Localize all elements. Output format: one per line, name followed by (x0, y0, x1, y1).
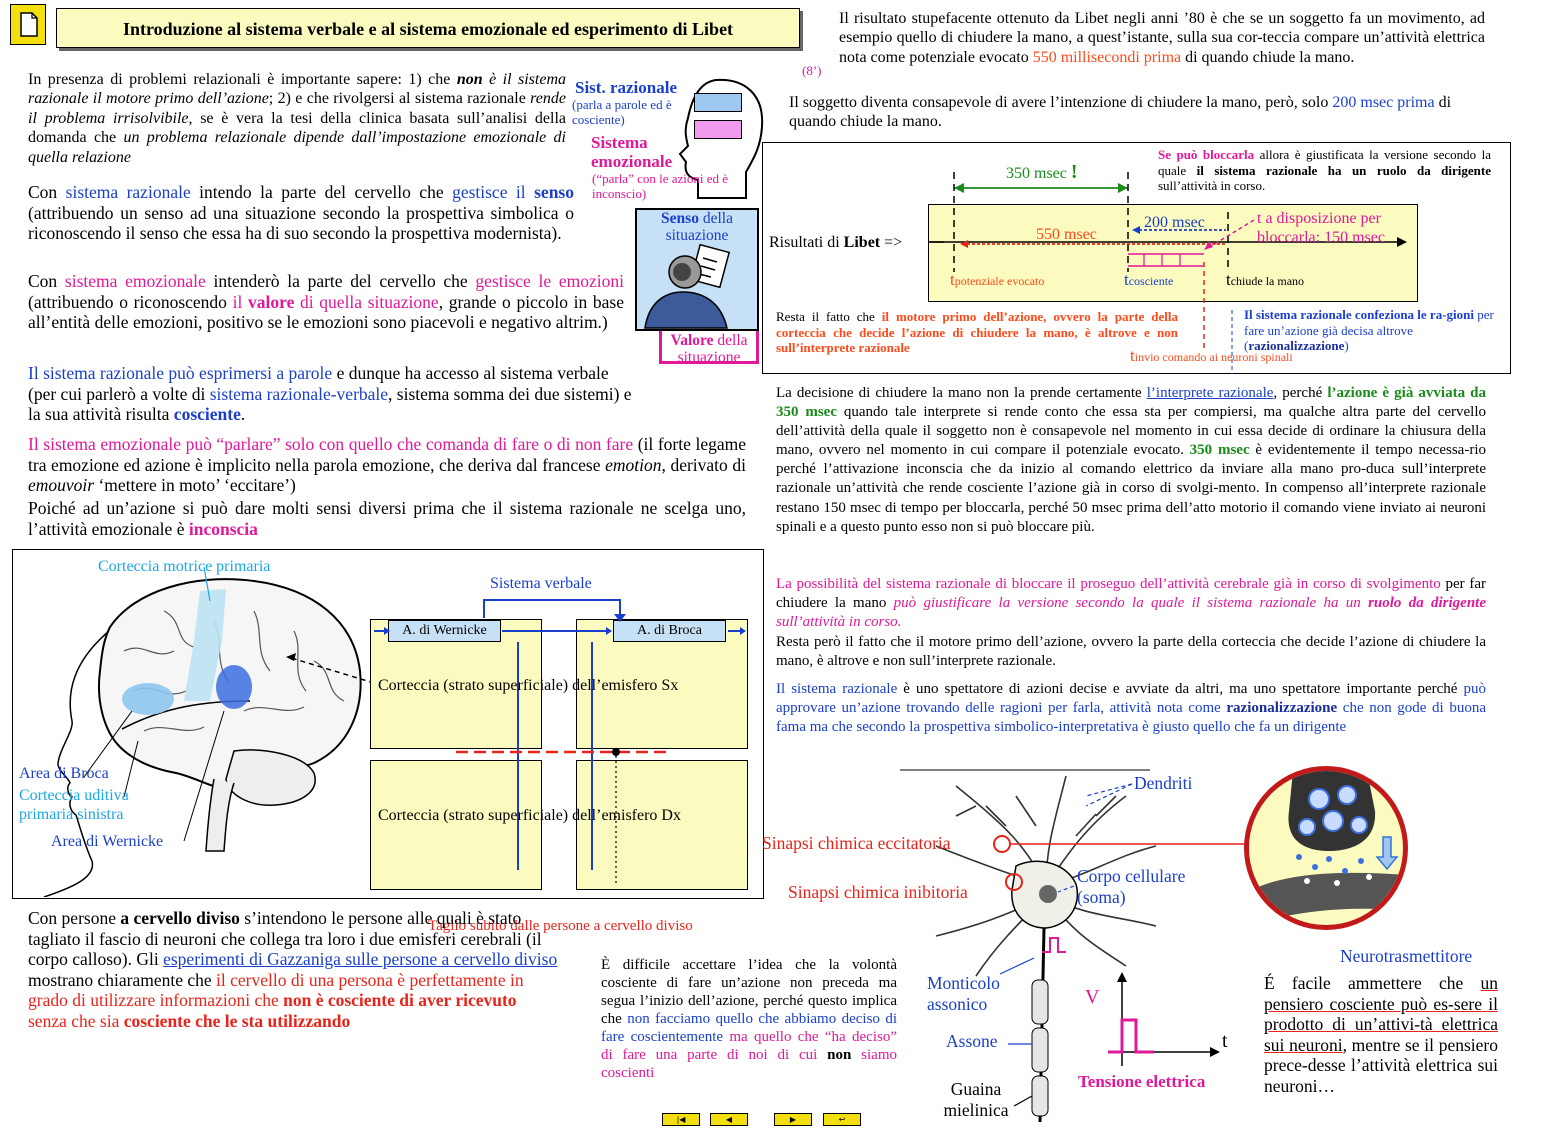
next-page-button[interactable]: ▶ (774, 1113, 812, 1126)
label-axon: Assone (946, 1031, 998, 1051)
listener-picture (635, 208, 760, 366)
paragraph-difficult: È difficile accettare l’idea che la volontà cosciente di fare un’azione non preceda ma segua l’inizio dell’azione, perché questo implica che non facciamo quello che abbiamo deciso di fare coscientemente ma quello che “ha deciso” di fare una parte di noi di cui non siamo coscienti (601, 957, 897, 1081)
first-page-button[interactable]: |◀ (662, 1113, 700, 1126)
block-note: Se può bloccarla allora è giustificata la versione secondo la quale il sistema razionale ha un ruolo da dirigente sull’attività in corso. (1158, 147, 1492, 193)
confeziona-note: Il sistema razionale confeziona le ra-gioni per fare un’azione già decisa altrove (razionalizzazione) (1244, 307, 1494, 353)
emotional-label: Sistema emozionale (591, 133, 673, 171)
paragraph-decision: La decisione di chiudere la mano non la prende certamente l’interprete razionale, perché l’azione è già avviata da 350 msec quando tale interprete si rende conto che essa sta per compiersi, ma qualche altra parte del cervello dell’attività della quale il soggetto non è consapevole nel momento in cui essa decide di ordinare la chiusura della mano, ovvero nel momento in cui compare il potenziale evocato. 350 msec è evidentemente il tempo necessa-rio perché l’attivazione inconscia che da inizio al comando elettrico da inviare alla mano pro-duca sull’interprete razionale un’attività che rende cosciente l’azione già in corso di svolgi-mento. In compenso all’interprete razionale restano 150 msec di tempo per bloccarla, perché 50 msec prima dell’atto motorio il comando viene inviato ai neuroni spinali e a questo punto esso non si può bloccare più. (776, 385, 1487, 535)
page-title-box (56, 8, 800, 48)
rational-label: Sist. razionale (575, 78, 677, 97)
label-verbal-system: Sistema verbale (490, 575, 592, 592)
label-v-axis: V (1085, 986, 1100, 1008)
label-available-time: t a disposizione per bloccarla: 150 msec (1257, 210, 1385, 247)
label-auditory-cortex: Corteccia uditiva primaria sinistra (19, 787, 129, 824)
label-dendrites: Dendriti (1134, 773, 1193, 793)
intro-paragraph: In presenza di problemi relazionali è importante sapere: 1) che non è il sistema razionale il motore primo dell’azione; 2) e che rivolgersi al sistema razionale rende il problema irrisolvibile, se è vera la tesi della clinica basata sull’analisi della domanda che un problema relazionale dipende dall’impostazione emozionale di quella relazione (28, 71, 567, 166)
label-t-potential: tpotenziale evocato (950, 270, 1045, 289)
paragraph-emotional-speaks: Il sistema emozionale può “parlare” solo con quello che comanda di fare o di non fare (il forte legame tra emozione ed azione è implicito nella parola emozione, che deriva dal francese emotion, derivato di emouvoir ‘mettere in moto’ ‘eccitare’) (28, 434, 746, 496)
label-wernicke-area: Area di Wernicke (51, 833, 164, 850)
label-motor-cortex: Corteccia motrice primaria (98, 558, 271, 575)
label-cortex-sx: Corteccia (strato superficiale) dell’emisfero Sx (378, 677, 679, 694)
label-t-conscious: tcosciente (1124, 270, 1174, 289)
wernicke-box: A. di Wernicke (388, 620, 501, 642)
label-cut: Taglio subito dalle persone a cervello diviso (428, 918, 693, 934)
label-libet-results: Risultati di Libet => (769, 234, 903, 251)
label-t-send-command: tinvio comando ai neuroni spinali (1130, 346, 1293, 365)
paragraph-libet-result: Il risultato stupefacente ottenuto da Libet negli anni ’80 è che se un soggetto fa un movimento, ad esempio quello di chiudere la mano, a quest’istante, sulla sua cor-teccia compare un’attività elettrica nota come potenziale evocato 550 millisecondi prima di quando chiude la mano. (839, 10, 1485, 66)
return-button[interactable]: ↩ (823, 1113, 861, 1126)
label-cell-body: Corpo cellulare (soma) (1077, 866, 1186, 907)
paragraph-rational-system: Con sistema razionale intendo la parte del cervello che gestisce il senso (attribuendo un senso ad una situazione secondo la prospettiva simbolica o riconoscendo il senso che essa ha di suo secondo la prospettiva modernista). (28, 182, 574, 244)
paragraph-resta: Resta però il fatto che il motore primo dell’azione, ovvero la parte della corteccia che decide l’azione di chiudere la mano, è altrove e non sull’interprete razionale. (776, 634, 1486, 670)
synapse-zoom (1244, 766, 1408, 930)
label-inhibitory-synapse: Sinapsi chimica inibitoria (788, 882, 968, 902)
paragraph-spectator: Il sistema razionale è uno spettatore di azioni decise e avviate da altri, ma uno spettatore importante perché può approvare un’azione trovando delle ragioni per farla, attività nota come razionalizzazione che non gode di buona fama ma che secondo la prospettiva simbolico-interpretativa è giusto quello che fa un dirigente (776, 681, 1486, 736)
emotional-box (694, 120, 742, 139)
document-icon (11, 5, 45, 44)
label-t-close-hand: tchiude la mano (1226, 270, 1305, 289)
valore-label: Valore della situazione (670, 332, 748, 366)
label-t-axis: t (1222, 1030, 1228, 1052)
rational-interpreter-link[interactable]: l’interprete razionale (1146, 385, 1274, 401)
label-axon-hillock: Monticolo assonico (927, 973, 1000, 1014)
rational-box (694, 93, 742, 112)
verbal-system-arrows (360, 588, 760, 888)
label-350ms: 350 msec ! (1006, 161, 1078, 183)
paragraph-split-brain: Con persone a cervello diviso s’intendono le persone alle quali è stato tagliato il fascio di neuroni che collega tra loro i due emisferi cerebrali (il corpo calloso). Gli esperimenti di Gazzaniga sulle persone a cervello diviso mostrano chiaramente che il cervello di una persona è perfettamente in grado di utilizzare informazioni che non è cosciente di aver ricevuto senza che sia cosciente che le sta utilizzando (28, 908, 558, 1031)
page-title: Introduzione al sistema verbale e al sistema emozionale ed esperimento di Libet (122, 19, 734, 39)
paragraph-awareness: Il soggetto diventa consapevole di avere l’intenzione di chiudere la mano, però, solo 200 msec prima di quando chiude la mano. (789, 94, 1452, 131)
label-550ms: 550 msec (1036, 226, 1097, 243)
synapse-zoom-drawing (1249, 771, 1403, 925)
paragraph-emotional-system: Con sistema emozionale intenderò la parte del cervello che gestisce le emozioni (attribuendo o riconoscendo il valore di quella situazione, grande o piccolo in base all’entità delle emozioni, positivo se le emozioni sono piacevoli e negativo altrim.) (28, 271, 624, 333)
page-icon[interactable] (10, 4, 46, 45)
label-200ms: 200 msec (1144, 214, 1205, 231)
emotional-note: (“parla” con le azioni ed è inconscio) (592, 171, 729, 201)
gazzaniga-link[interactable]: esperimenti di Gazzaniga sulle persone a cervello diviso (163, 949, 558, 970)
paragraph-thought: É facile ammettere che un pensiero cosciente può es-sere il prodotto di un’attivi-tà elettrica sui neuroni, mentre se il pensiero prece-desse l’attività elettrica sui neuroni… (1264, 973, 1498, 1096)
label-broca-area: Area di Broca (19, 765, 109, 782)
label-myelin-sheath: Guaina mielinica (943, 1079, 1009, 1120)
broca-box: A. di Broca (613, 620, 726, 642)
rational-note: (parla a parole ed è cosciente) (572, 97, 672, 127)
label-voltage: Tensione elettrica (1078, 1072, 1206, 1091)
label-neurotransmitter: Neurotrasmettitore (1340, 946, 1473, 966)
time-note: (8’) (802, 63, 822, 78)
label-cortex-dx: Corteccia (strato superficiale) dell’emisfero Dx (378, 807, 681, 824)
paragraph-unconscious: Poiché ad un’azione si può dare molti sensi diversi prima che il sistema razionale ne scelga uno, l’attività emozionale è inconscia (28, 498, 746, 539)
person-thinking-icon (637, 242, 757, 330)
resta-note: Resta il fatto che il motore primo dell’azione, ovvero la parte della corteccia che decide l’azione di chiudere la mano, è altrove e non sull’interprete razionale (776, 309, 1178, 355)
previous-page-button[interactable]: ◀ (710, 1113, 748, 1126)
label-excitatory-synapse: Sinapsi chimica eccitatoria (762, 833, 951, 853)
senso-label: Senso della situazione (661, 210, 733, 244)
paragraph-verbal-system: Il sistema razionale può esprimersi a parole e dunque ha accesso al sistema verbale (per cui parlerò a volte di sistema razionale-verbale, sistema somma dei due sistemi) e la sua attività risulta cosciente. (28, 363, 632, 425)
paragraph-possibility: La possibilità del sistema razionale di bloccare il proseguo dell’attività cerebrale già in corso di svolgimento per far chiudere la mano può giustificare la versione secondo la quale il sistema razionale ha un ruolo da dirigente sull’attività in corso. (776, 576, 1486, 631)
